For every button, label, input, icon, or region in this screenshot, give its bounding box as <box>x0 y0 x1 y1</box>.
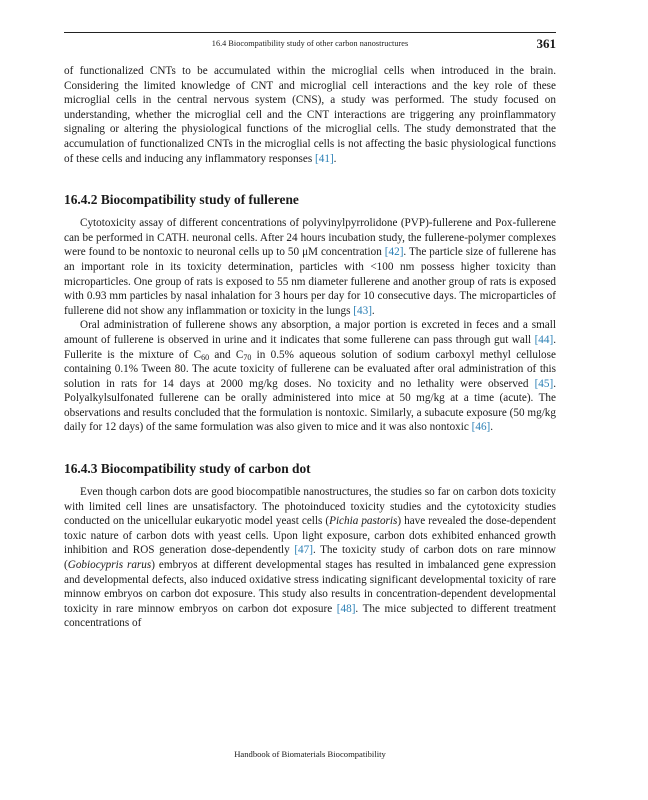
citation-link[interactable]: [44] <box>534 333 554 346</box>
citation-link[interactable]: [48] <box>336 602 356 615</box>
book-title-footer: Handbook of Biomaterials Biocompatibility <box>234 749 386 759</box>
page-number: 361 <box>536 36 556 51</box>
citation-link[interactable]: [42] <box>384 246 404 259</box>
page-header <box>64 37 556 55</box>
fullerene-paragraph-2: Oral administration of fullerene shows any absorption, a major portion is excreted in feces and a small amount of fullerene is observed in urine and it indicates that some fullerene can pass through gut wall [44]. Fullerite is the mixture of $C_{60}$ and $C_{70}$ in 0.5% aqueous solution of sodium carboxyl methyl cellulose containing 0.1% Tween 80. The acute toxicity of fullerene can be evaluated after oral administration of this solution in rats for 14 days at 2000 mg/kg doses. No toxicity and no lethality were observed [45]. Polyalkylsulfonated fullerene can be orally administered into mice at 50 mg/kg at a time (acute). The observations and results concluded that the formulation is nontoxic. Similarly, a subacute exposure (50 mg/kg daily for 12 days) of the same formulation was also given to mice and it was also nontoxic [46]. <box>64 319 556 434</box>
intro-paragraph: of functionalized CNTs to be accumulated within the microglial cells when introduced in the brain. Considering the limited knowledge of CNT and microglial cell interactions and the key role of these microglial cells in the central nervous system (CNS), a study was performed. The study focused on understanding, whether the microglial cell and the CNT interactions are triggering any proinflammatory signaling or altering the physiological functions of the microglial cells. The study demonstrated that the accumulation of functionalized CNTs in the microglial cells is not affecting the basic physiological functions of these cells and inducing any inflammatory responses [41]. <box>64 65 556 165</box>
citation-link[interactable]: [43] <box>353 304 372 317</box>
section-heading-carbon-dot: 16.4.3 Biocompatibility study of carbon dot <box>64 461 311 477</box>
body-content <box>64 64 556 631</box>
section-heading-fullerene: 16.4.2 Biocompatibility study of fullerene <box>64 192 299 208</box>
citation-link[interactable]: [45] <box>534 377 554 390</box>
carbon-dot-paragraph-1: Even though carbon dots are good biocompatible nanostructures, the studies so far on carbon dots toxicity with limited cell lines are unsatisfactory. The photoinduced toxicity studies and the cytotoxicity studies conducted on the unicellular eukaryotic model yeast cells (Pichia pastoris) have revealed the dose-dependent toxic nature of carbon dots with yeast cells. Upon light exposure, carbon dots exhibited enhanced growth inhibition and ROS generation dose-dependently [47]. The toxicity study of carbon dots on rare minnow (Gobiocypris rarus) embryos at different developmental stages has resulted in imbalanced gene expression and developmental defects, also induced oxidative stress indicating significant developmental toxicity of rare minnow embryos on carbon dot exposure. This study also results in concentration-dependent developmental toxicity in rare minnow embryos on carbon dot exposure [48]. The mice subjected to different treatment concentrations of <box>64 486 557 630</box>
fullerene-paragraph-1: Cytotoxicity assay of different concentrations of polyvinylpyrrolidone (PVP)-fullerene and Pox-fullerene can be performed in CATH. neuronal cells. After 24 hours incubation study, the fullerene-polymer complexes were found to be nontoxic to neuronal cells up to 50 μM concentration [42]. The particle size of fullerene has an important role in its toxicity determination, particles with <100 nm possess higher toxicity than microparticles. One group of rats is exposed to 55 nm diameter fullerene and another group of rats is exposed with 0.93 mm particles by nasal inhalation for 3 hours per day for 10 consecutive days. The microparticles of fullerene did not show any inflammation or toxicity in the lungs [43]. <box>64 217 556 317</box>
citation-link[interactable]: [41] <box>315 152 334 165</box>
citation-link[interactable]: [47] <box>294 544 313 557</box>
running-head: 16.4 Biocompatibility study of other carbon nanostructures <box>211 39 409 48</box>
citation-link[interactable]: [46] <box>471 421 491 434</box>
header-rule <box>64 32 556 33</box>
